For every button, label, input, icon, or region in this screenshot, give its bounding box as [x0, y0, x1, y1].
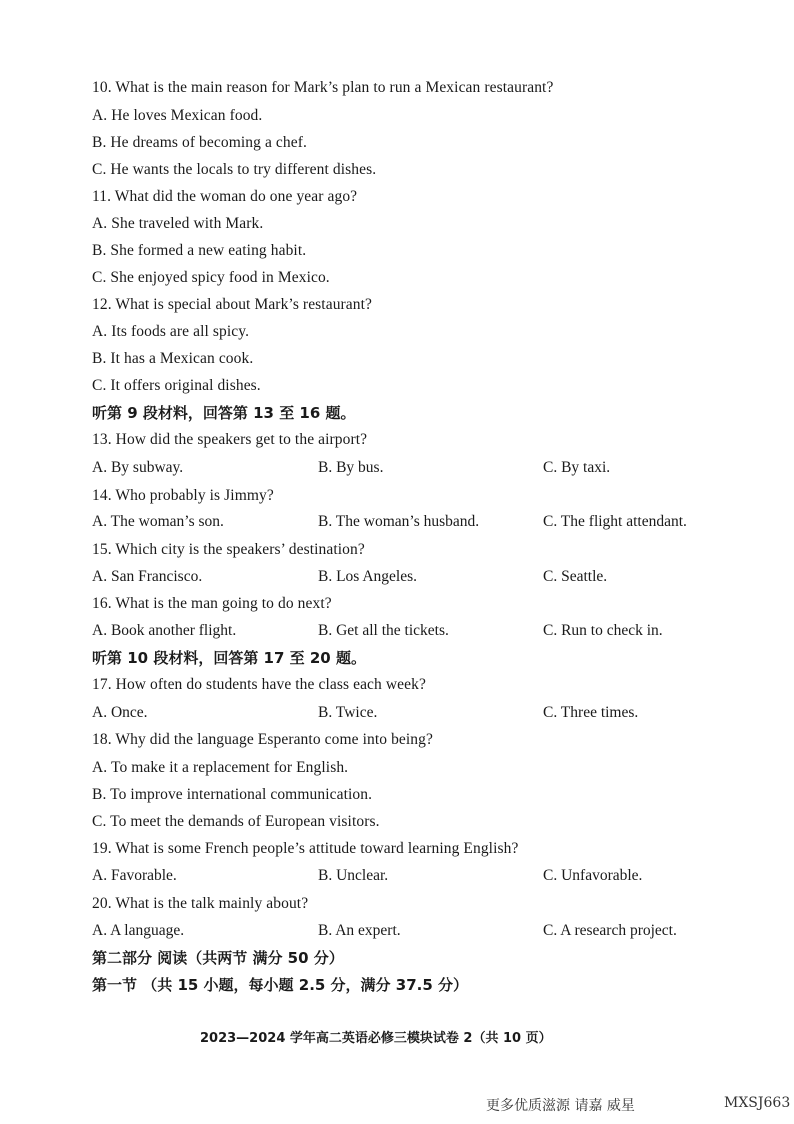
question-stem: 15. Which city is the speakers’ destination?	[92, 541, 365, 558]
answer-option: B. Get all the tickets.	[318, 622, 449, 639]
answer-option: C. She enjoyed spicy food in Mexico.	[92, 269, 330, 286]
answer-option: A. A language.	[92, 922, 185, 939]
answer-option: C. The flight attendant.	[543, 513, 687, 530]
watermark-text: 更多优质滋源 请嘉 威星	[486, 1098, 635, 1114]
answer-option: B. Unclear.	[318, 867, 389, 884]
answer-option: A. She traveled with Mark.	[92, 215, 264, 232]
answer-option: B. The woman’s husband.	[318, 513, 480, 530]
answer-option: B. By bus.	[318, 459, 384, 476]
question-stem: 10. What is the main reason for Mark’s plan to run a Mexican restaurant?	[92, 79, 554, 96]
answer-option: A. The woman’s son.	[92, 513, 224, 530]
watermark-code: MXSJ663	[724, 1095, 791, 1111]
answer-option: B. To improve international communication.	[92, 786, 373, 803]
answer-option: C. He wants the locals to try different dishes.	[92, 161, 377, 178]
answer-option: B. He dreams of becoming a chef.	[92, 134, 307, 151]
answer-option: A. He loves Mexican food.	[92, 107, 263, 124]
question-stem: 16. What is the man going to do next?	[92, 595, 332, 612]
answer-option: C. Run to check in.	[543, 622, 663, 639]
answer-option: C. A research project.	[543, 922, 677, 939]
question-stem: 17. How often do students have the class each week?	[92, 676, 426, 693]
answer-option: A. Its foods are all spicy.	[92, 323, 250, 340]
question-stem: 18. Why did the language Esperanto come into being?	[92, 731, 433, 748]
section-heading: 第一节 （共 15 小题，每小题 2.5 分，满分 37.5 分）	[92, 976, 469, 994]
answer-option: C. Three times.	[543, 704, 639, 721]
answer-option: B. An expert.	[318, 922, 401, 939]
answer-option: C. To meet the demands of European visitors.	[92, 813, 380, 830]
answer-option: B. Twice.	[318, 704, 378, 721]
question-stem: 20. What is the talk mainly about?	[92, 895, 309, 912]
question-stem: 13. How did the speakers get to the airport?	[92, 431, 368, 448]
question-stem: 11. What did the woman do one year ago?	[92, 188, 358, 205]
answer-option: C. By taxi.	[543, 459, 611, 476]
section-heading: 听第 10 段材料，回答第 17 至 20 题。	[92, 649, 366, 667]
answer-option: C. Seattle.	[543, 568, 608, 585]
answer-option: B. She formed a new eating habit.	[92, 242, 307, 259]
answer-option: B. Los Angeles.	[318, 568, 418, 585]
answer-option: B. It has a Mexican cook.	[92, 350, 254, 367]
answer-option: A. By subway.	[92, 459, 184, 476]
section-heading: 听第 9 段材料，回答第 13 至 16 题。	[92, 404, 356, 422]
answer-option: A. To make it a replacement for English.	[92, 759, 349, 776]
answer-option: A. San Francisco.	[92, 568, 203, 585]
answer-option: A. Book another flight.	[92, 622, 237, 639]
part-heading: 第二部分 阅读（共两节 满分 50 分）	[92, 949, 344, 967]
question-stem: 12. What is special about Mark’s restaurant?	[92, 296, 373, 313]
page-footer: 2023—2024 学年高二英语必修三模块试卷 2（共 10 页）	[200, 1031, 552, 1046]
question-stem: 14. Who probably is Jimmy?	[92, 487, 274, 504]
question-stem: 19. What is some French people’s attitude toward learning English?	[92, 840, 519, 857]
answer-option: A. Favorable.	[92, 867, 177, 884]
answer-option: A. Once.	[92, 704, 148, 721]
answer-option: C. It offers original dishes.	[92, 377, 261, 394]
answer-option: C. Unfavorable.	[543, 867, 643, 884]
